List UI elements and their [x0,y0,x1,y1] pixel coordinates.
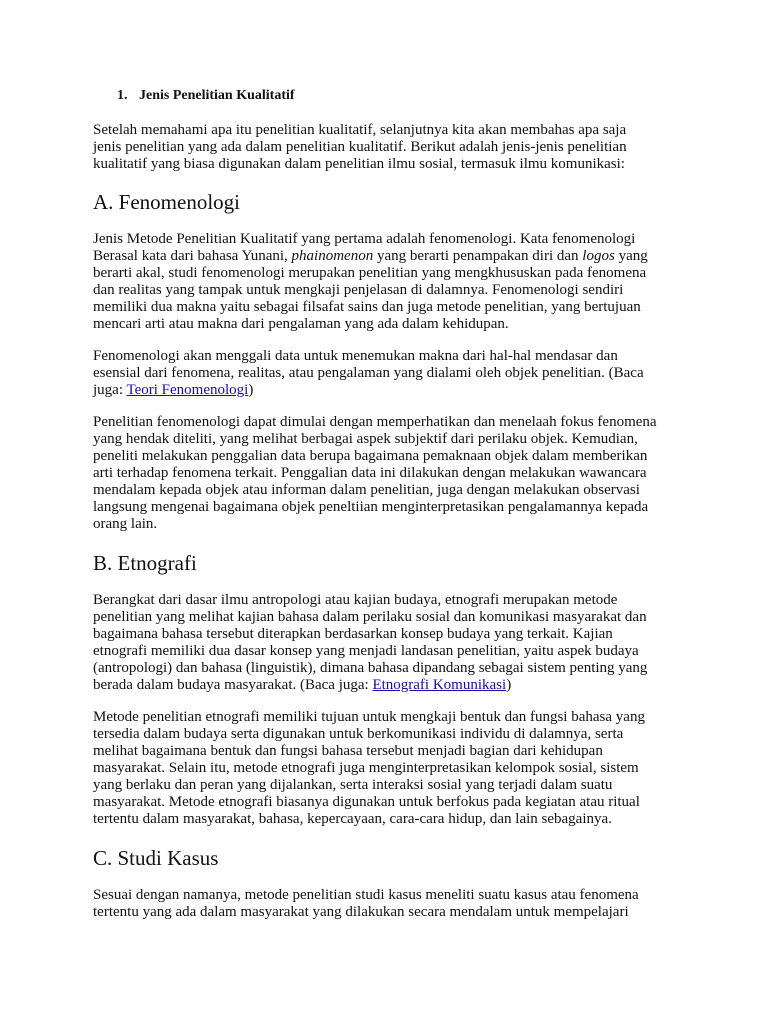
text-line: Setelah memahami apa itu penelitian kualitatif, selanjutnya kita akan membahas apa saja [93,122,627,138]
text-line: tertentu yang ada dalam masyarakat yang dilakukan secara mendalam untuk mempelajari [93,904,629,920]
paragraph-a3 [93,414,677,533]
paragraph-a1 [93,231,677,333]
text-line: esensial dari fenomena, realitas, atau pengalaman yang dialami oleh objek penelitian. (Baca [93,365,644,381]
text-line: berarti akal, studi fenomenologi merupakan penelitian yang mengkhususkan pada fenomena [93,265,647,281]
text-line: ) [506,677,512,693]
list-title: Jenis Penelitian Kualitatif [139,88,295,103]
list-number: 1. [117,88,128,103]
text-line: berada dalam budaya masyarakat. (Baca juga: [93,677,373,693]
paragraph-a2 [93,348,677,399]
text-line: memiliki dua makna yaitu sebagai filsafat sains dan juga metode penelitian, yang bertujuan [93,299,641,315]
paragraph-c1 [93,887,677,921]
text-line: tertentu dalam masyarakat, bahasa, kepercayaan, cara-cara hidup, dan lain sebagainya. [93,811,612,827]
list-item [117,88,295,104]
italic-term: phainomenon [291,248,374,264]
text-line: masyarakat. Selain itu, metode etnografi juga menginterpretasikan kelompok sosial, sistem [93,760,639,776]
heading-studi-kasus: C. Studi Kasus [93,846,219,870]
text-line: arti terhadap fenomena terkait. Penggalian data ini dilakukan dengan melakukan wawancara [93,465,647,481]
text-line: Penelitian fenomenologi dapat dimulai dengan memperhatikan dan menelaah fokus fenomena [93,414,657,430]
text-line: yang berarti penampakan diri dan [373,248,583,264]
text-line: (antropologi) dan bahasa (linguistik), dimana bahasa dipandang sebagai sistem penting yang [93,660,648,676]
text-line: juga: [93,382,127,398]
text-line: mendalam kepada objek atau informan dalam penelitian, juga dengan melakukan observasi [93,482,640,498]
text-line: melihat bagaimana bentuk dan fungsi bahasa tersebut menjadi bagian dari kehidupan [93,743,603,759]
heading-etnografi: B. Etnografi [93,551,197,575]
text-line: yang berlaku dan peran yang dijalankan, serta interaksi sosial yang terjadi dalam suatu [93,777,613,793]
paragraph-b1 [93,592,677,694]
text-line: penelitian yang melihat kajian bahasa dalam perilaku sosial dan komunikasi masyarakat dan [93,609,647,625]
text-line: Sesuai dengan namanya, metode penelitian studi kasus meneliti suatu kasus atau fenomena [93,887,639,903]
text-line: orang lain. [93,516,158,532]
paragraph-b2 [93,709,677,828]
text-line: peneliti melakukan penggalian data berupa bagaimana pemaknaan objek dalam memberikan [93,448,648,464]
heading-fenomenologi: A. Fenomenologi [93,190,240,214]
italic-term: logos [582,248,615,264]
link-etnografi-komunikasi[interactable]: Etnografi Komunikasi [372,677,507,693]
text-line: Jenis Metode Penelitian Kualitatif yang pertama adalah fenomenologi. Kata fenomenologi [93,231,636,247]
text-line: tersedia dalam budaya serta digunakan untuk berkomunikasi individu di dalamnya, serta [93,726,624,742]
text-line: langsung mengenai bagaimana objek peneltiian menginterpretasikan pengalamannya kepada [93,499,649,515]
text-line: yang hendak diteliti, yang melihat berbagai aspek subjektif dari perilaku objek. Kemudian, [93,431,638,447]
text-line: mencari arti atau makna dari pengalaman yang ada dalam kehidupan. [93,316,509,332]
text-line: Metode penelitian etnografi memiliki tujuan untuk mengkaji bentuk dan fungsi bahasa yang [93,709,645,725]
text-line: jenis penelitian yang ada dalam penelitian kualitatif. Berikut adalah jenis-jenis penelitian [93,139,627,155]
text-line: Berangkat dari dasar ilmu antropologi atau kajian budaya, etnografi merupakan metode [93,592,618,608]
text-line: bagaimana bahasa tersebut diterapkan berdasarkan konsep budaya yang terkait. Kajian [93,626,613,642]
text-line: yang [614,248,648,264]
text-line: kualitatif yang biasa digunakan dalam penelitian ilmu sosial, termasuk ilmu komunikasi: [93,156,625,172]
text-line: dan realitas yang tampak untuk mengkaji penjelasan di dalamnya. Fenomenologi sendiri [93,282,624,298]
text-line: Berasal kata dari bahasa Yunani, [93,248,292,264]
text-line: ) [248,382,254,398]
text-line: etnografi memiliki dua dasar konsep yang menjadi landasan penelitian, yaitu aspek budaya [93,643,639,659]
text-line: masyarakat. Metode etnografi biasanya digunakan untuk berfokus pada kegiatan atau ritual [93,794,640,810]
text-line: Fenomenologi akan menggali data untuk menemukan makna dari hal-hal mendasar dan [93,348,618,364]
intro-paragraph [93,122,677,173]
link-teori-fenomenologi[interactable]: Teori Fenomenologi [126,382,249,398]
